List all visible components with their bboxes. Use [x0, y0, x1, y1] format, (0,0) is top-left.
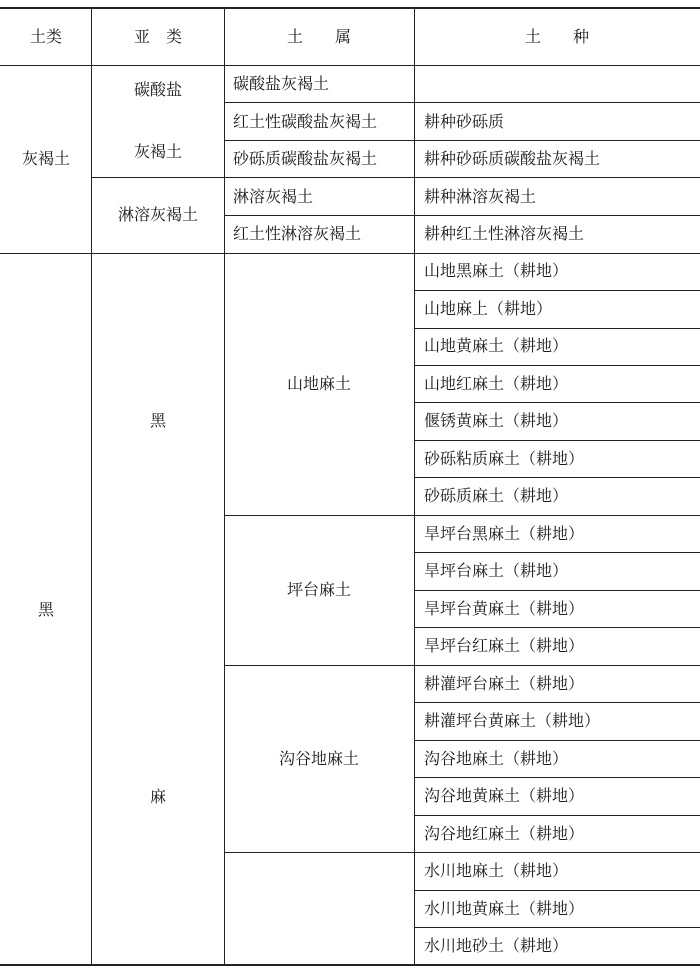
header-subclass: 亚 类 [133, 27, 183, 46]
row-rule [225, 215, 700, 216]
genus-cell: 沟谷地麻土 [278, 749, 360, 768]
row-rule [415, 552, 700, 553]
row-rule [415, 590, 700, 591]
species-cell: 沟谷地麻土（耕地） [424, 749, 569, 768]
species-cell: 旱坪台黄麻土（耕地） [424, 599, 585, 618]
subclass-cell: 灰褐土 [133, 142, 183, 161]
species-cell: 沟谷地黄麻土（耕地） [424, 786, 585, 805]
soil-class-cell: 灰褐土 [21, 149, 71, 168]
table-top-rule [0, 7, 700, 9]
subclass-cell: 碳酸盐 [133, 80, 183, 99]
species-cell: 耕种砂砾质 [424, 112, 505, 131]
species-cell: 耕种淋溶灰褐土 [424, 187, 537, 206]
species-cell: 砂砾质麻土（耕地） [424, 486, 569, 505]
row-rule [415, 290, 700, 291]
row-rule [225, 140, 700, 141]
column-rule [414, 8, 415, 965]
subclass-cell: 黑 [149, 411, 167, 430]
species-cell: 沟谷地红麻土（耕地） [424, 824, 585, 843]
row-rule [415, 440, 700, 441]
species-cell: 耕灌坪台麻土（耕地） [424, 674, 585, 693]
row-rule [415, 702, 700, 703]
table-bottom-rule [0, 964, 700, 966]
species-cell: 旱坪台麻土（耕地） [424, 561, 569, 580]
genus-cell: 砂砾质碳酸盐灰褐土 [233, 149, 378, 168]
row-rule [415, 477, 700, 478]
species-cell: 耕灌坪台黄麻土（耕地） [424, 711, 601, 730]
genus-cell: 山地麻土 [286, 374, 352, 393]
species-cell: 山地麻上（耕地） [424, 299, 553, 318]
section-rule [0, 253, 700, 254]
row-rule [92, 177, 700, 178]
row-rule [225, 665, 700, 666]
species-cell: 偃锈黄麻土（耕地） [424, 411, 569, 430]
row-rule [415, 328, 700, 329]
row-rule [225, 102, 700, 103]
species-cell: 旱坪台红麻土（耕地） [424, 636, 585, 655]
row-rule [415, 927, 700, 928]
species-cell: 砂砾粘质麻土（耕地） [424, 449, 585, 468]
species-cell: 山地黑麻土（耕地） [424, 261, 569, 280]
genus-cell: 碳酸盐灰褐土 [233, 74, 330, 93]
genus-cell: 红土性淋溶灰褐土 [233, 224, 362, 243]
species-cell: 旱坪台黑麻土（耕地） [424, 524, 585, 543]
column-rule [91, 8, 92, 965]
subclass-cell: 麻 [149, 787, 167, 806]
genus-cell: 红土性碳酸盐灰褐土 [233, 112, 378, 131]
row-rule [415, 627, 700, 628]
subclass-cell: 淋溶灰褐土 [117, 205, 199, 224]
row-rule [415, 740, 700, 741]
species-cell: 水川地砂土（耕地） [424, 936, 569, 955]
species-cell: 山地红麻土（耕地） [424, 374, 569, 393]
species-cell: 耕种红土性淋溶灰褐土 [424, 224, 585, 243]
row-rule [225, 852, 700, 853]
header-species: 土 种 [524, 27, 590, 46]
header-genus: 土 属 [286, 27, 352, 46]
genus-cell: 淋溶灰褐土 [233, 187, 314, 206]
row-rule [415, 777, 700, 778]
header-soil-class: 土类 [29, 27, 63, 46]
row-rule [225, 515, 700, 516]
species-cell: 山地黄麻土（耕地） [424, 336, 569, 355]
species-cell: 水川地麻土（耕地） [424, 861, 569, 880]
row-rule [415, 402, 700, 403]
row-rule [415, 890, 700, 891]
soil-class-cell: 黑 [37, 600, 55, 619]
header-bottom-rule [0, 65, 700, 66]
species-cell: 耕种砂砾质碳酸盐灰褐土 [424, 149, 601, 168]
column-rule [224, 8, 225, 965]
row-rule [415, 815, 700, 816]
species-cell: 水川地黄麻土（耕地） [424, 899, 585, 918]
genus-cell: 坪台麻土 [286, 580, 352, 599]
row-rule [415, 365, 700, 366]
